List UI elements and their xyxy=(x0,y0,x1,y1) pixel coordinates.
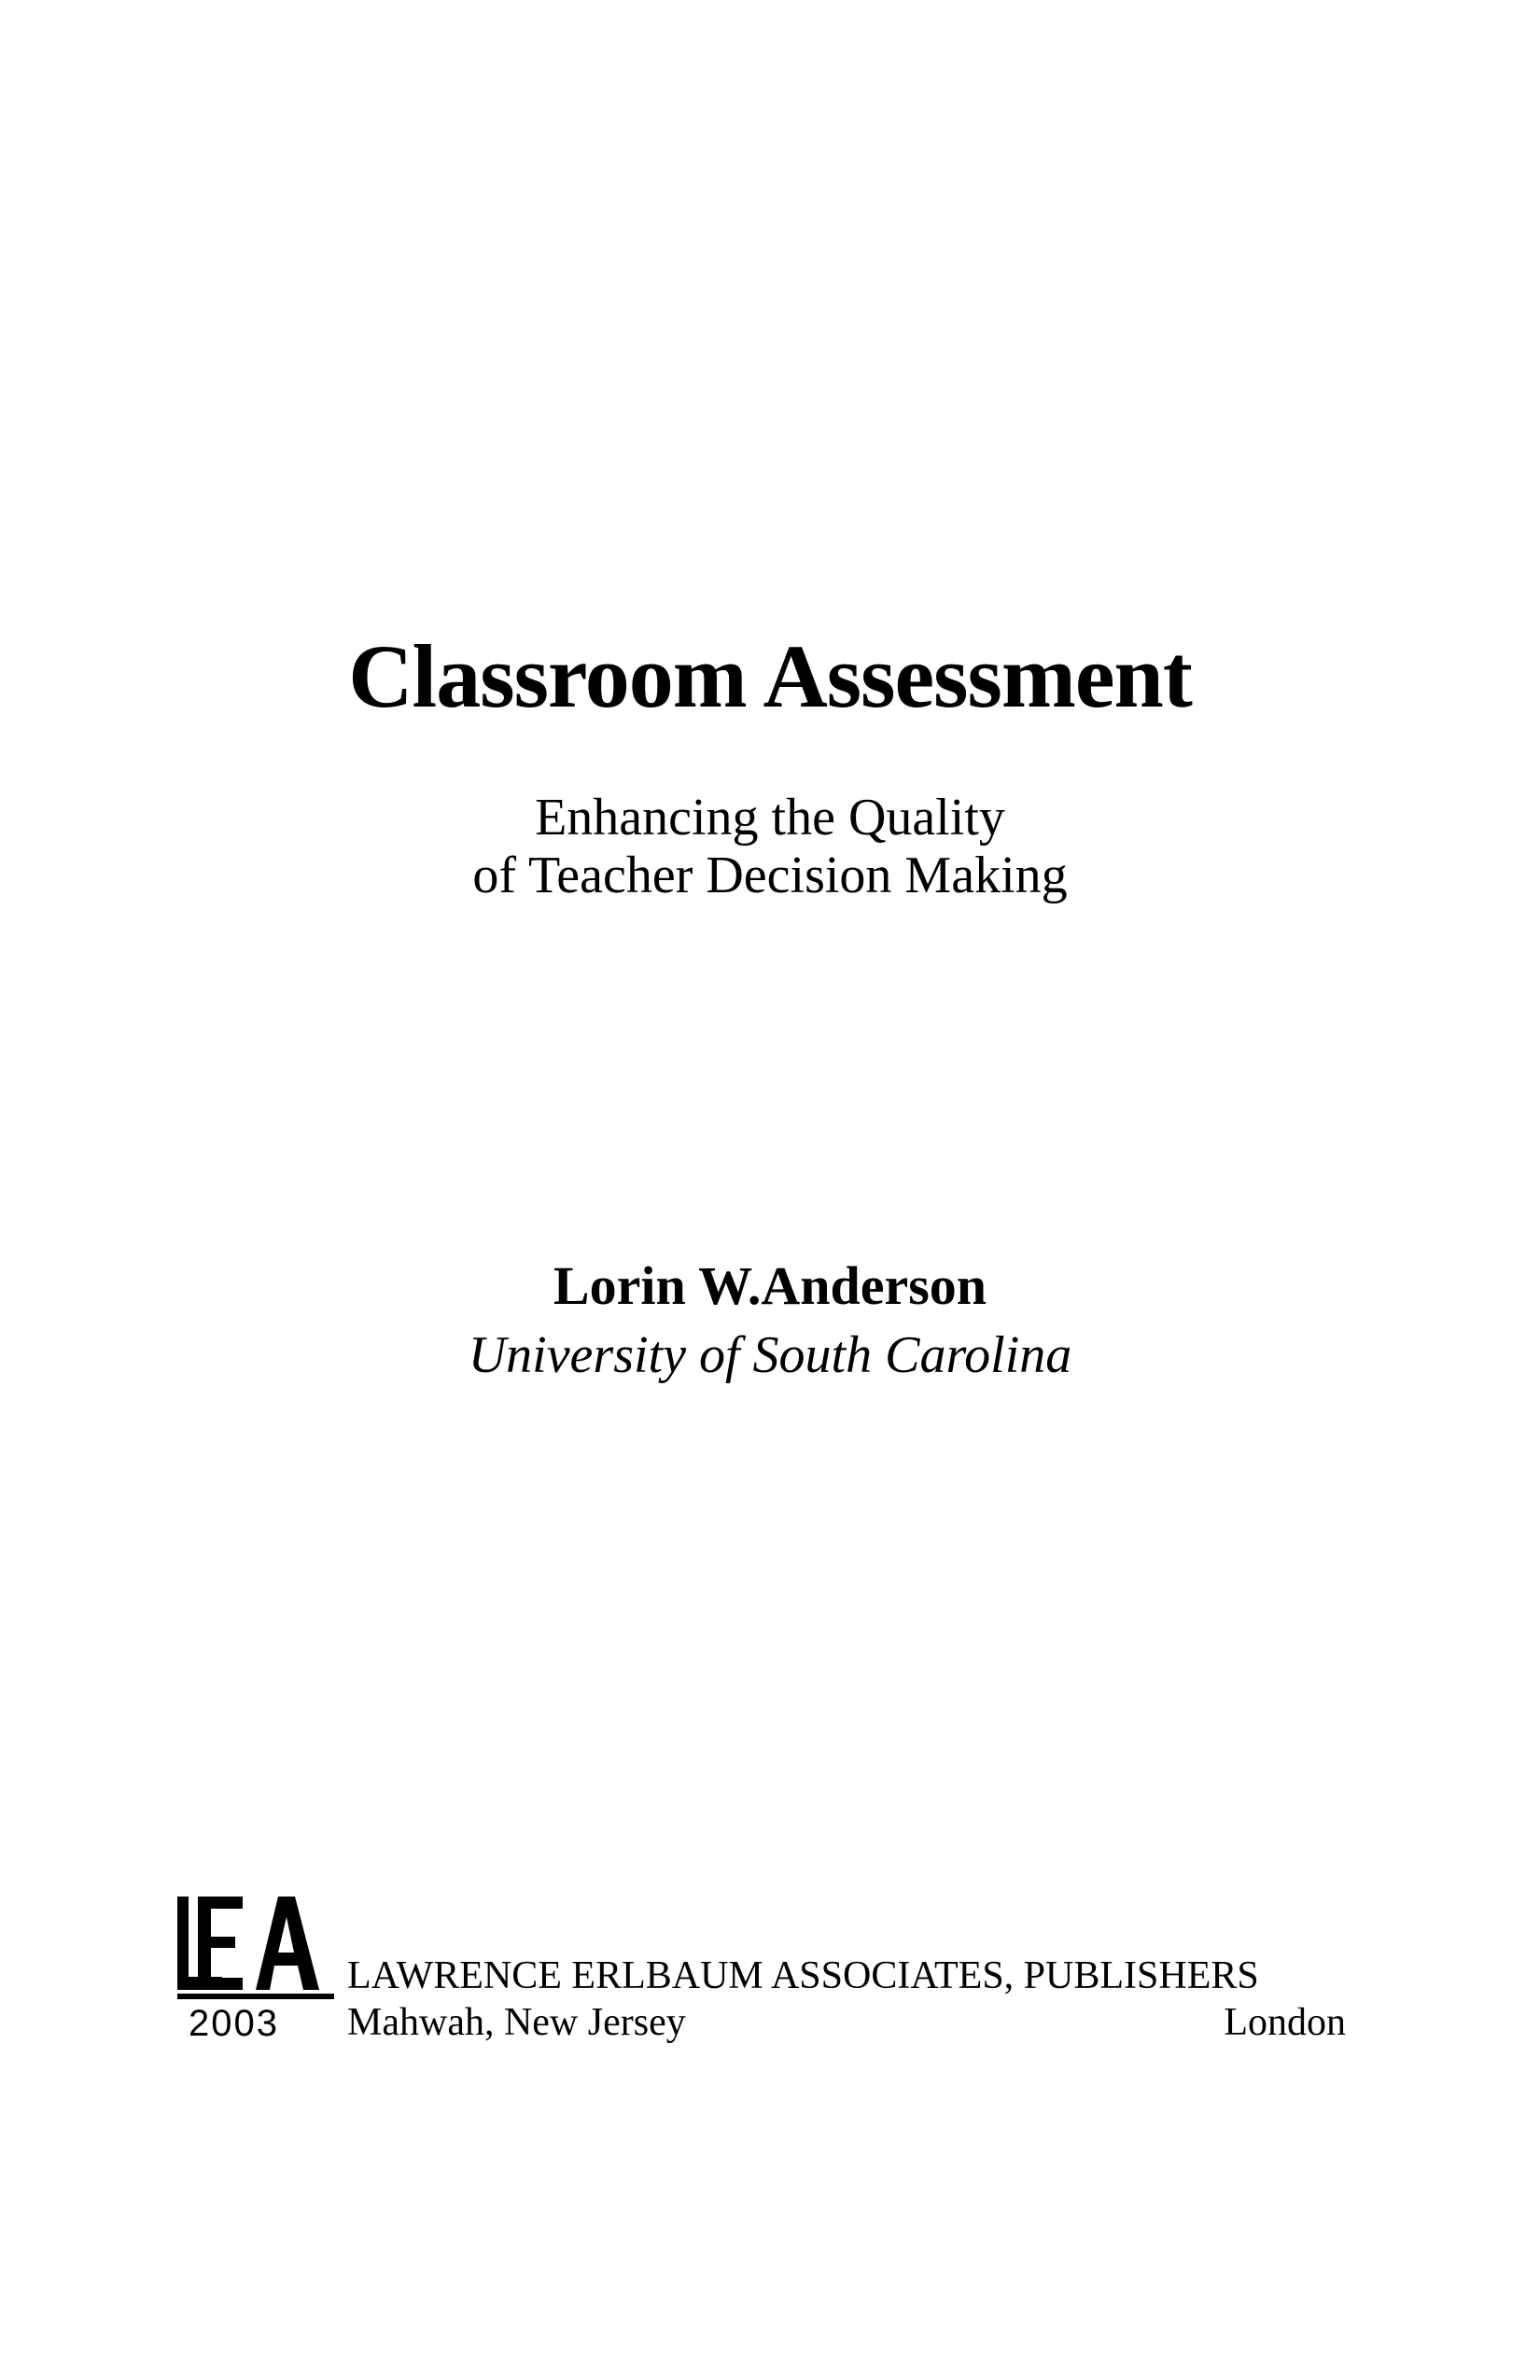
book-subtitle xyxy=(0,789,1540,904)
subtitle-line-1: Enhancing the Quality xyxy=(535,789,1005,847)
author-name: Lorin W.Anderson xyxy=(553,1255,987,1316)
subtitle-line-2: of Teacher Decision Making xyxy=(472,847,1068,904)
publisher-locations xyxy=(347,1999,1346,2046)
publisher-location-right: London xyxy=(1224,2001,1346,2044)
publisher-location-left: Mahwah, New Jersey xyxy=(347,2001,686,2044)
publisher-name: LAWRENCE ERLBAUM ASSOCIATES, PUBLISHERS xyxy=(347,1954,1259,1997)
publisher-block xyxy=(347,1953,1346,2046)
publisher-logo-year: 2003 xyxy=(189,2003,279,2044)
book-title: Classroom Assessment xyxy=(348,626,1192,726)
author-affiliation: University of South Carolina xyxy=(468,1326,1072,1384)
